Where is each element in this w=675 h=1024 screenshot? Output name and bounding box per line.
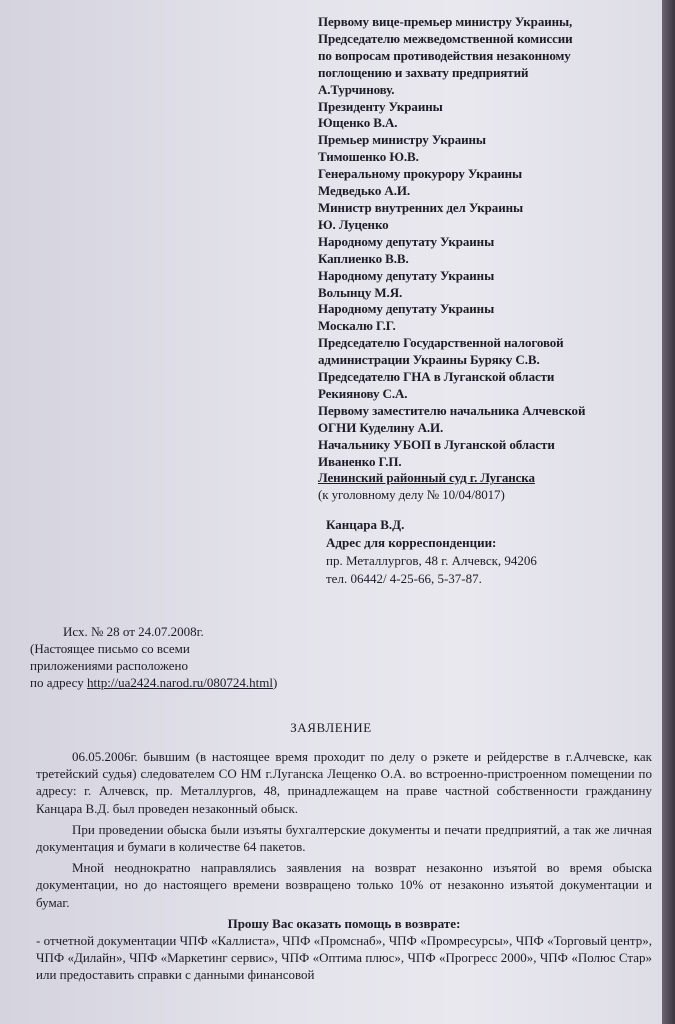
addressee-line: по вопросам противодействия незаконному (318, 47, 571, 63)
addressee-line: Народному депутату Украины (318, 267, 495, 283)
addressee-line: Народному депутату Украины (318, 233, 495, 249)
addressee-line: Москалю Г.Г. (318, 318, 396, 334)
addressee-line: Первому заместителю начальника Алчевской (318, 402, 586, 418)
outgoing-note-prefix: по адресу (30, 675, 88, 690)
addressee-line: Генеральному прокурору Украины (318, 166, 523, 182)
request-item: - отчетной документации ЧПФ «Каллиста», ЧПФ «Промснаб», ЧПФ «Промресурсы», ЧПФ «Торговый центр», ЧПФ «Дилайн», ЧПФ «Маркетинг сервис», ЧПФ «Оптима плюс», ЧПФ «Прогресс 2000», ЧПФ «Полюс Стар» или предоставить справки с данными финансовой (36, 933, 652, 983)
page-edge-shadow (662, 0, 675, 1024)
addressee-line: Ю. Луценко (318, 216, 389, 232)
addressee-line: А.Турчинову. (318, 81, 395, 97)
addressee-line: Министр внутренних дел Украины (318, 199, 524, 215)
addressee-line: Каплиенко В.В. (318, 250, 409, 266)
body-paragraph: Мной неоднократно направлялись заявления на возврат незаконно изъятой во время обыска документации, но до настоящего времени возвращено только 10% от незаконно изъятой документации и бумаг. (36, 860, 652, 910)
addressee-block (318, 14, 618, 504)
document-url-link[interactable]: http://ua2424.narod.ru/080724.html (87, 675, 274, 690)
addressee-line: Первому вице-премьер министру Украины, (318, 14, 573, 29)
sender-name: Канцара В.Д. (326, 517, 405, 532)
addressee-line: Председателю межведомственной комиссии (318, 30, 573, 46)
addressee-line: Иваненко Г.П. (318, 453, 402, 469)
outgoing-number: Исх. № 28 от 24.07.2008г. (63, 624, 204, 639)
sender-block (326, 516, 626, 588)
addressee-line: Волынцу М.Я. (318, 284, 403, 300)
body-paragraph: При проведении обыска были изъяты бухгалтерские документы и печати предприятий, а так же личная документация и бумаги в количестве 64 пакетов. (36, 821, 652, 855)
addressee-line: администрации Украины Буряку С.В. (318, 352, 540, 368)
addressee-line: поглощению и захвату предприятий (318, 64, 529, 80)
addressee-line: Народному депутату Украины (318, 301, 495, 317)
request-heading: Прошу Вас оказать помощь в возврате: (227, 915, 461, 931)
outgoing-reference-block (30, 623, 330, 691)
addressee-line: Начальнику УБОП в Луганской области (318, 436, 555, 452)
statement-title: ЗАЯВЛЕНИЕ (290, 720, 372, 735)
outgoing-note-suffix: ) (273, 675, 278, 690)
outgoing-note-line: приложениями расположено (30, 658, 189, 673)
addressee-line: ОГНИ Куделину А.И. (318, 419, 444, 435)
addressee-line: Председателю Государственной налоговой (318, 335, 564, 351)
sender-address-label: Адрес для корреспонденции: (326, 535, 497, 550)
addressee-line: Ющенко В.А. (318, 115, 398, 131)
body-paragraph: 06.05.2006г. бывшим (в настоящее время проходит по делу о рэкете и рейдерстве в г.Алчевске, как третейский судья) следователем СО НМ г.Луганска Лещенко О.А. во встроенно-пристроенном помещении по адресу: г. Алчевск, пр. Металлургов, 48, принадлежащем на праве частной собственности гражданину Канцара В.Д. был проведен незаконный обыск. (36, 749, 652, 816)
sender-phone: тел. 06442/ 4-25-66, 5-37-87. (326, 571, 482, 586)
addressee-line: Председателю ГНА в Луганской области (318, 369, 555, 385)
addressee-line: Тимошенко Ю.В. (318, 149, 419, 165)
court-addressee: Ленинский районный суд г. Луганска (318, 470, 535, 486)
addressee-line: Президенту Украины (318, 98, 443, 114)
sender-address: пр. Металлургов, 48 г. Алчевск, 94206 (326, 553, 537, 568)
outgoing-note-line (30, 674, 330, 691)
case-reference: (к уголовному делу № 10/04/8017) (318, 487, 505, 503)
outgoing-note-line: (Настоящее письмо со всеми (30, 641, 190, 656)
addressee-line: Медведько А.И. (318, 183, 411, 199)
addressee-line: Премьер министру Украины (318, 132, 486, 148)
statement-body (36, 748, 652, 984)
addressee-line: Рекиянову С.А. (318, 385, 408, 401)
